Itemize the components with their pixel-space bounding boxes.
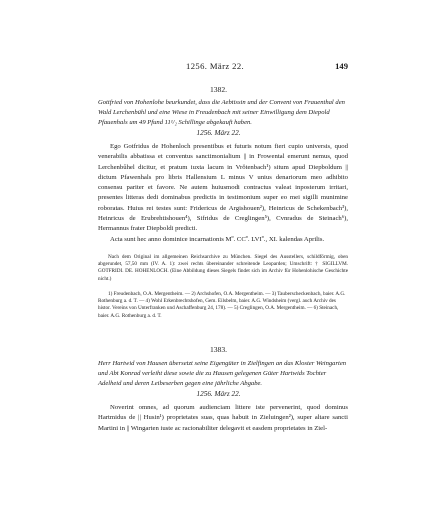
running-head-date: 1256. März 22. — [186, 61, 245, 71]
document-paragraph: Acta sunt hec anno dominice incarnationis Mº. CCº. LVIº., XI. kalendas Aprilis. — [110, 235, 325, 243]
document-paragraph: Ego Gotfridus de Hohenloch presentibus et futuris notum fieri cupio universis, quod venerabilis abbatissa et conventus sanctimonialium || in Frowental emerunt nemus, quod Lerchenbůhel dicitur, et pratum iuxta lacum in Vrǒtenbach¹) situm apud Diepboldum || dictum Pfawenhals pro libris Hallensium L minus V unius denariorum meo adhibito consensu pariter et favore. Ne autem huiusmodi contractus valeat inposterum irritari, presentes litteras dedi dominabus predictis in testimonium super eo mei sigilli munimine roboratas. Huius rei testes sunt: Fridericus de Argishouen²), Heinricus de Schekenbach³), Heinricus de Erubrehtishouen⁴), Sifridus de Creglingen⁵), Cvnradus de Steinach⁶), Hermannus frater Diepboldi predicti. — [98, 143, 348, 233]
source-note: Nach dem Original im allgemeinen Reichsarchive zu München. Siegel des Ausstellers, schildförmig, oben abgerundet, 57,50 mm (IV. A. 1): zwei rechts übereinander schreitende Leoparden; Umschrift: † SIGILLVM. GOTFRIDI. DE. HOHENLOCH. (Eine Abbildung dieses Siegels findet sich im Archiv für Hohenlohische Geschichte nicht.) — [98, 254, 348, 282]
footnote-text: 1) Freudenbach, O.A. Mergentheim. — 2) Archshofen, O.A. Mergentheim. — 3) Tauberscheckenbach, baier. A.G. Rothenburg a. d. T. — 4) Wohl Erkenbrechtshofen, Gem. Eilsbelm, baier. A.G. Windsheim (vergl. auch Archiv des histor. Vereins von Unterfranken und Aschaffenburg 24, 178). — 5) Creglingen, O.A. Mergentheim. — 6) Steinach, baier. A.G. Rothenburg a. d. T. — [98, 291, 346, 319]
document-number: 1383. — [209, 345, 228, 354]
footnotes — [98, 291, 348, 320]
document-text — [98, 142, 348, 245]
document-text — [98, 403, 348, 434]
document-paragraph: Noverint omnes, ad quorum audienciam littere iste pervenerint, quod dominus Hartmidus de || Husin¹) proprietates suas, quas habuit in Zieluingen²), super altare sancti Martini in || Wingarten iuste ac racionabiliter delegavit et easdem proprietates in Ziel- — [98, 404, 348, 432]
document-number: 1382. — [209, 85, 228, 94]
document-date: 1256. März 22. — [196, 390, 241, 398]
document-regest: Herr Hartwid von Hausen übersetzt seine Eigengüter in Zielfingen an das Kloster Weingarten und Abt Konrad verleiht diese sowie die zu Hausen gelegenen Güter Hartwids Tochter Adelheid und deren Leibeserben gegen eine jährliche Abgabe. — [98, 360, 347, 387]
document-date: 1256. März 22. — [196, 129, 241, 137]
page-number: 149 — [335, 61, 348, 71]
document-regest: Gottfried von Hohenlohe beurkundet, dass die Aebtissin und der Convent von Frauenthal den Wald Lerchenbühl und eine Wiese in Freudenbach mit seiner Einwilligung dem Diepold Pfauenhals um 49 Pfund 11¹/₂ Schillinge abgekauft haben. — [98, 99, 345, 126]
